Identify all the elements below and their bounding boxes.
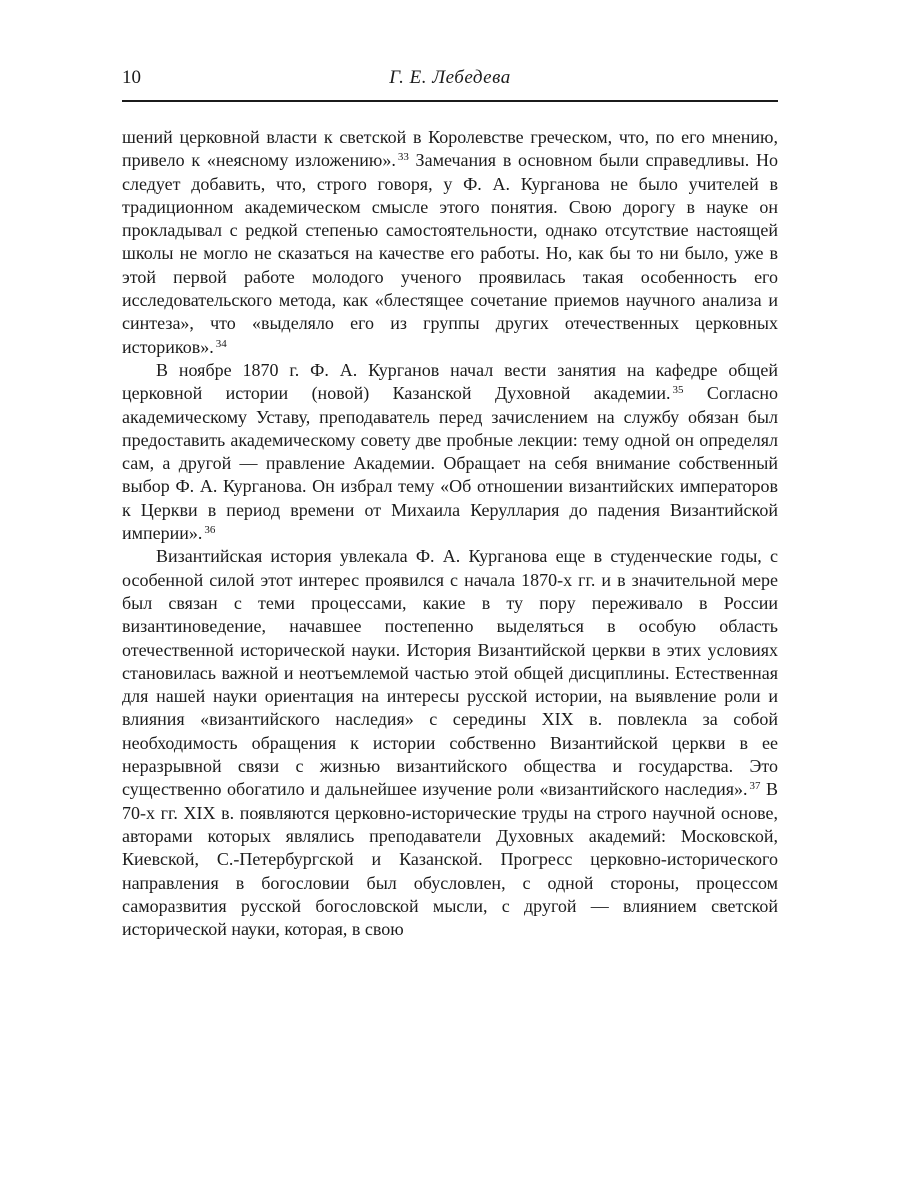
page-body — [122, 126, 778, 941]
running-head: Г. Е. Лебедева — [389, 67, 511, 88]
footnote-ref: 36 — [204, 524, 216, 537]
footnote-ref: 35 — [672, 384, 684, 397]
footnote-ref: 37 — [749, 780, 761, 793]
footnote-ref: 33 — [397, 151, 409, 164]
paragraph: шений церковной власти к светской в Королевстве греческом, что, по его мнению, привело к «неясному изложению». $^{33}$ Замечания в основном были справедливы. Но следует добавить, что, строго говоря, у Ф. А. Курганова не было учителей в традиционном академическом смысле этого понятия. Свою дорогу в науке он прокладывал с редкой степенью самостоятельности, однако отсутствие настоящей школы не могло не сказаться на качестве его работы. Но, как бы то ни было, уже в этой первой работе молодого ученого проявилась такая особенность его исследовательского метода, как «блестящее сочетание приемов научного анализа и синтеза», что «выделяло его из группы других отечественных церковных историков». $^{34}$ — [122, 127, 778, 357]
footnote-ref: 34 — [215, 337, 227, 350]
page-number: 10 — [122, 67, 141, 88]
paragraph: Византийская история увлекала Ф. А. Курганова еще в студенческие годы, с особенной силой этот интерес проявился с начала 1870-х гг. и в значительной мере был связан с теми процессами, какие в ту пору переживало в России византиноведение, начавшее постепенно выделяться в особую область отечественной исторической науки. История Византийской церкви в этих условиях становилась важной и неотъемлемой частью этой общей дисциплины. Естественная для нашей науки ориентация на интересы русской истории, на выявление роли и влияния «византийского наследия» с середины XIX в. повлекла за собой необходимость обращения к истории собственно Византийской церкви в ее неразрывной связи с жизнью византийского общества и государства. Это существенно обогатило и дальнейшее изучение роли «византийского наследия». $^{37}$ В 70-х гг. XIX в. появляются церковно-исторические труды на строго научной основе, авторами которых являлись преподаватели Духовных академий: Московской, Киевской, С.-Петербургской и Казанской. Прогресс церковно-исторического направления в богословии был обусловлен, с одной стороны, процессом саморазвития русской богословской мысли, с другой — влиянием светской исторической науки, которая, в свою — [122, 546, 778, 940]
paragraph: В ноябре 1870 г. Ф. А. Курганов начал вести занятия на кафедре общей церковной истории (новой) Казанской Духовной академии. $^{35}$ Согласно академическому Уставу, преподаватель перед зачислением на службу обязан был предоставить академическому совету две пробные лекции: тему одной он определял сам, а другой — правление Академии. Обращает на себя внимание собственный выбор Ф. А. Курганова. Он избрал тему «Об отношении византийских императоров к Церкви в период времени от Михаила Керуллария до падения Византийской империи». $^{36}$ — [122, 359, 779, 544]
page-header — [122, 66, 778, 102]
